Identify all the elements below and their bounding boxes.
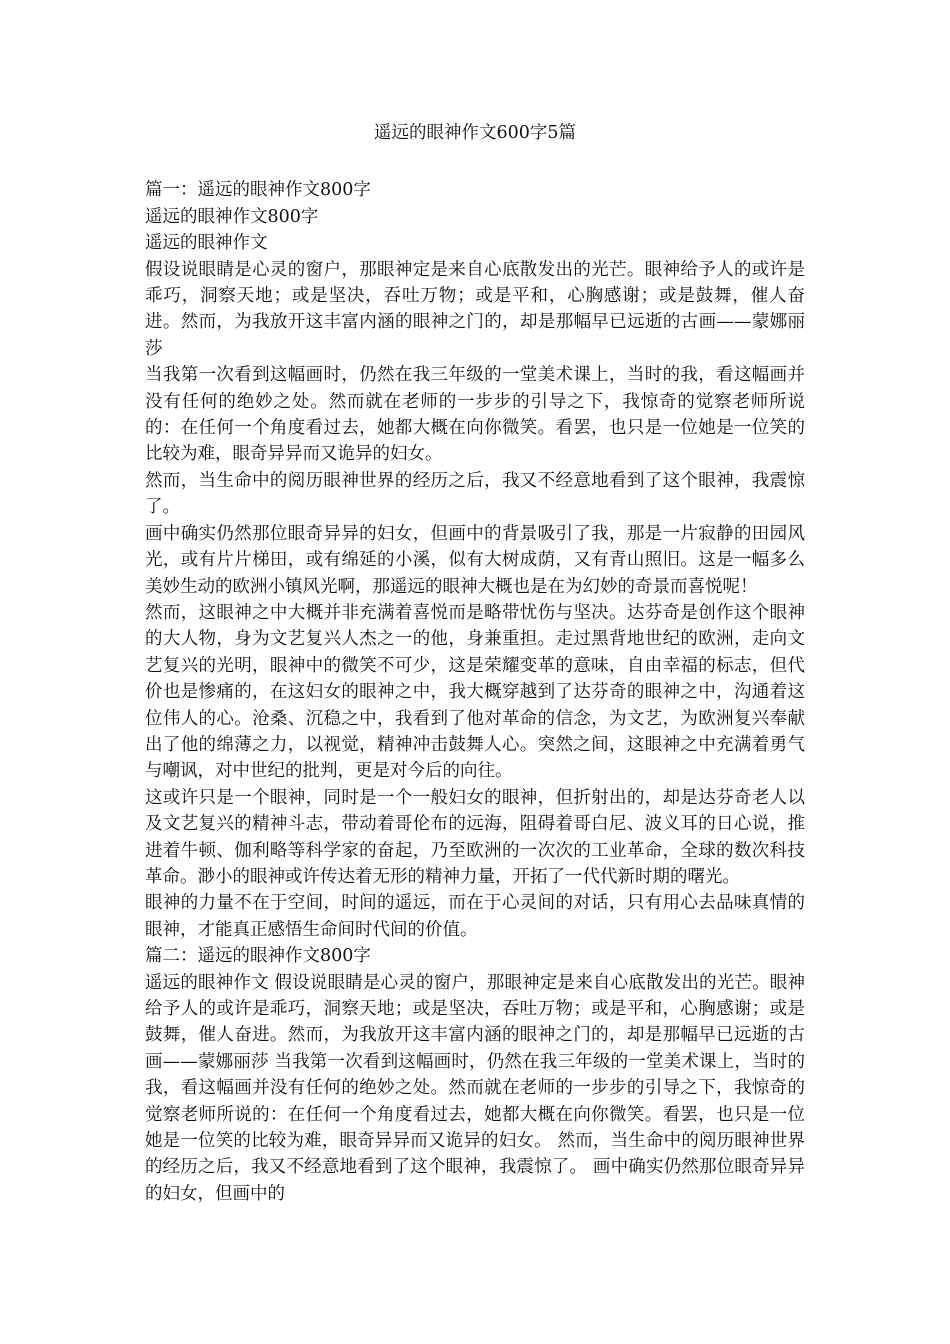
paragraph: 眼神的力量不在于空间，时间的遥远，而在于心灵间的对话，只有用心去品味真情的眼神，才能真正感悟生命间时代间的价值。 [145,893,805,940]
paragraph: 遥远的眼神作文 假设说眼睛是心灵的窗户，那眼神定是来自心底散发出的光芒。眼神给予人的或许是乖巧，洞察天地；或是坚决，吞吐万物；或是平和，心胸感谢；或是鼓舞，催人奋进。然而，为我放开这丰富内涵的眼神之门的，却是那幅早已远逝的古画——蒙娜丽莎 当我第一次看到这幅画时，仍然在我三年级的一堂美术课上，当时的我，看这幅画并没有任何的绝妙之处。然而就在老师的一步步的引导之下，我惊奇的觉察老师所说的：在任何一个角度看过去，她都大概在向你微笑。看罢，也只是一位她是一位笑的比较为难，眼奇异异而又诡异的妇女。 然而，当生命中的阅历眼神世界的经历之后，我又不经意地看到了这个眼神，我震惊了。 画中确实仍然那位眼奇异异的妇女，但画中的 [145,972,805,1204]
essay-title-1: 遥远的眼神作文800字 [145,206,319,227]
section-heading-1: 篇一：遥远的眼神作文800字 [145,180,371,201]
paragraph: 假设说眼睛是心灵的窗户，那眼神定是来自心底散发出的光芒。眼神给予人的或许是乖巧，洞察天地；或是坚决，吞吐万物；或是平和，心胸感谢；或是鼓舞，催人奋进。然而，为我放开这丰富内涵的眼神之门的，却是那幅早已远逝的古画——蒙娜丽莎 [145,259,805,359]
paragraph: 这或许只是一个眼神，同时是一个一般妇女的眼神，但折射出的，却是达芬奇老人以及文艺复兴的精神斗志，带动着哥伦布的远海，阻碍着哥白尼、波义耳的日心说，推进着牛顿、伽利略等科学家的奋起，乃至欧洲的一次次的工业革命，全球的数次科技革命。渺小的眼神或许传达着无形的精神力量，开拓了一代代新时期的曙光。 [145,787,805,887]
section-heading-2: 篇二：遥远的眼神作文800字 [145,946,371,967]
paragraph: 当我第一次看到这幅画时，仍然在我三年级的一堂美术课上，当时的我，看这幅画并没有任何的绝妙之处。然而就在老师的一步步的引导之下，我惊奇的觉察老师所说的：在任何一个角度看过去，她都大概在向你微笑。看罢，也只是一位她是一位笑的比较为难，眼奇异异而又诡异的妇女。 [145,365,805,465]
document-page [145,120,805,1207]
document-body [145,177,805,1207]
paragraph: 画中确实仍然那位眼奇异异的妇女，但画中的背景吸引了我，那是一片寂静的田园风光，或有片片梯田，或有绵延的小溪，似有大树成荫，又有青山照旧。这是一幅多么美妙生动的欧洲小镇风光啊，那遥远的眼神大概也是在为幻妙的奇景而喜悦呢！ [145,523,805,597]
essay-subtitle-1: 遥远的眼神作文 [145,233,268,254]
paragraph: 然而，当生命中的阅历眼神世界的经历之后，我又不经意地看到了这个眼神，我震惊了。 [145,470,805,518]
paragraph: 然而，这眼神之中大概并非充满着喜悦而是略带忧伤与坚决。达芬奇是创作这个眼神的大人物，身为文艺复兴人杰之一的他，身兼重担。走过黑背地世纪的欧洲，走向文艺复兴的光明，眼神中的微笑不可少，这是荣耀变革的意味，自由幸福的标志，但代价也是惨痛的，在这妇女的眼神之中，我大概穿越到了达芬奇的眼神之中，沟通着这位伟人的心。沧桑、沉稳之中，我看到了他对革命的信念，为文艺，为欧洲复兴奉献出了他的绵薄之力，以视觉，精神冲击鼓舞人心。突然之间，这眼神之中充满着勇气与嘲讽，对中世纪的批判，更是对今后的向往。 [145,602,805,782]
document-title: 遥远的眼神作文600字5篇 [373,123,577,143]
